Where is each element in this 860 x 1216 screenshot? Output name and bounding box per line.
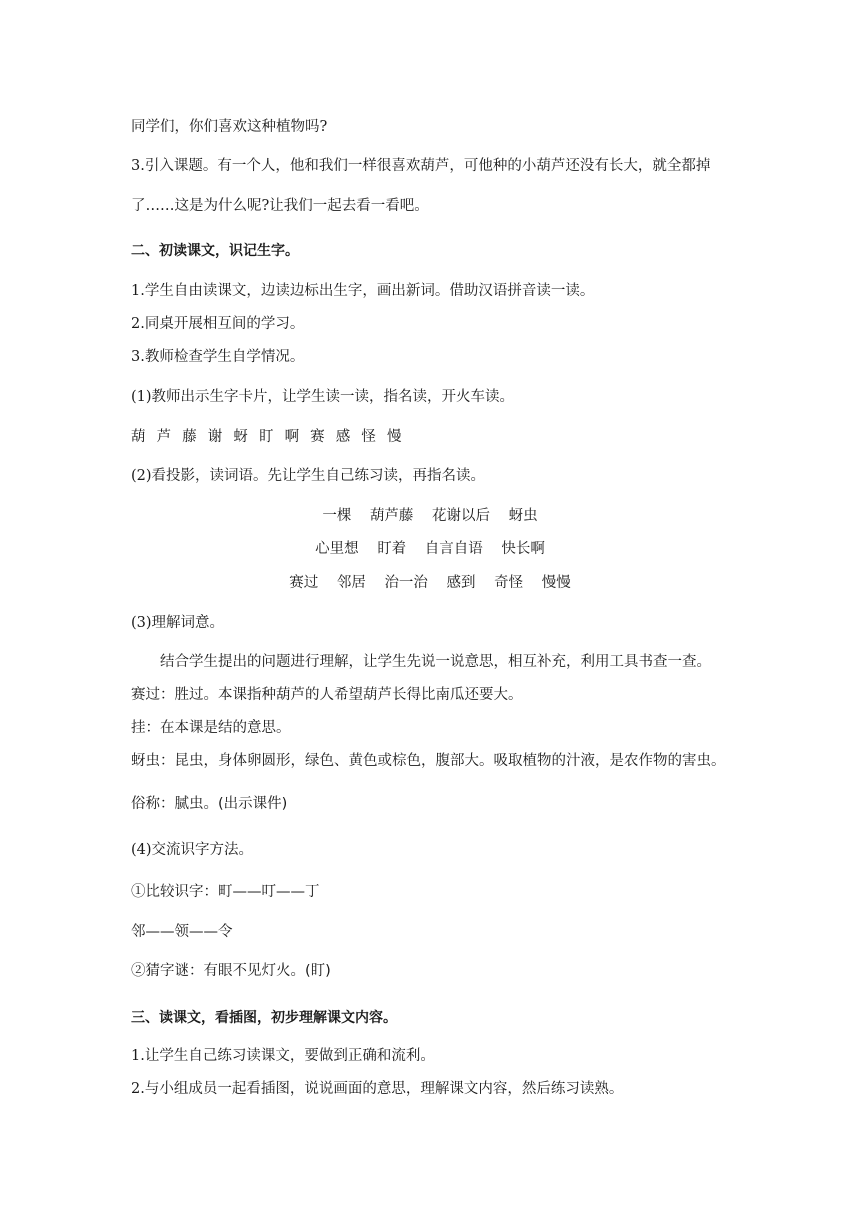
word: 心里想 (315, 541, 359, 557)
word: 感到 (446, 575, 476, 591)
word: 快长啊 (501, 541, 545, 557)
intro-line-3: 了……这是为什么呢?让我们一起去看一看吧。 (131, 198, 429, 214)
word-row-3 (0, 573, 860, 593)
intro-line-2: 3.引入课题。有一个人，他和我们一样很喜欢葫芦，可他种的小葫芦还没有长大，就全都掉 (131, 158, 711, 174)
riddle-answer: (盯) (305, 963, 331, 979)
section-2-item-3: 3.教师检查学生自学情况。 (131, 349, 305, 365)
intro-line-1: 同学们，你们喜欢这种植物吗? (131, 119, 328, 135)
word: 花谢以后 (432, 508, 491, 524)
word: 盯着 (377, 541, 407, 557)
word: 赛过 (289, 575, 319, 591)
character: 感 (335, 429, 351, 445)
subitem-3-paragraph: 结合学生提出的问题进行理解，让学生先说一说意思，相互补充，利用工具书查一查。 (160, 654, 711, 670)
word: 一棵 (322, 508, 352, 524)
courseware-note: (出示课件) (218, 796, 288, 812)
method-1b: 邻——领——令 (131, 924, 233, 940)
word: 蚜虫 (508, 508, 538, 524)
word: 葫芦藤 (369, 508, 414, 524)
definition-gua: 挂：在本课是结的意思。 (131, 720, 291, 736)
word: 慢慢 (541, 575, 571, 591)
section-3-heading: 三、读课文，看插图，初步理解课文内容。 (131, 1010, 397, 1026)
definition-saiguo: 赛过：胜过。本课指种葫芦的人希望葫芦长得比南瓜还要大。 (131, 687, 523, 703)
word: 邻居 (336, 575, 366, 591)
character: 怪 (361, 429, 376, 445)
section-2-item-1: 1.学生自由读课文，边读边标出生字，画出新词。借助汉语拼音读一读。 (131, 283, 595, 299)
section-2-heading: 二、初读课文，识记生字。 (131, 243, 299, 259)
character-list (131, 427, 413, 447)
subitem-3: (3)理解词意。 (131, 615, 225, 631)
method-2 (131, 961, 331, 981)
character: 慢 (386, 429, 402, 445)
character: 啊 (284, 429, 300, 445)
word-row-1 (0, 506, 860, 526)
subitem-2: (2)看投影，读词语。先让学生自己练习读，再指名读。 (131, 468, 486, 484)
word-row-2 (0, 539, 860, 559)
word: 奇怪 (494, 575, 524, 591)
definition-suchen-text: 俗称：腻虫。 (131, 796, 218, 812)
method-2-text: ②猜字谜：有眼不见灯火。 (131, 963, 305, 979)
character: 芦 (156, 429, 172, 445)
subitem-4: (4)交流识字方法。 (131, 842, 254, 858)
definition-yachong: 蚜虫：昆虫，身体卵圆形，绿色、黄色或棕色，腹部大。吸取植物的汁液，是农作物的害虫。 (131, 753, 726, 769)
character: 藤 (182, 429, 197, 445)
character: 葫 (131, 429, 146, 445)
subitem-1: (1)教师出示生字卡片，让学生读一读，指名读，开火车读。 (131, 389, 515, 405)
character: 谢 (207, 429, 223, 445)
method-1: ①比较识字：町——叮——丁 (131, 884, 320, 900)
section-2-item-2: 2.同桌开展相互间的学习。 (131, 316, 305, 332)
character: 赛 (310, 429, 325, 445)
character: 蚜 (233, 429, 248, 445)
section-3-item-1: 1.让学生自己练习读课文，要做到正确和流利。 (131, 1048, 435, 1064)
section-3-item-2: 2.与小组成员一起看插图，说说画面的意思，理解课文内容，然后练习读熟。 (131, 1081, 624, 1097)
word: 自言自语 (424, 541, 483, 557)
word: 治一治 (384, 575, 428, 591)
character: 盯 (258, 429, 274, 445)
definition-suchen (131, 794, 287, 814)
